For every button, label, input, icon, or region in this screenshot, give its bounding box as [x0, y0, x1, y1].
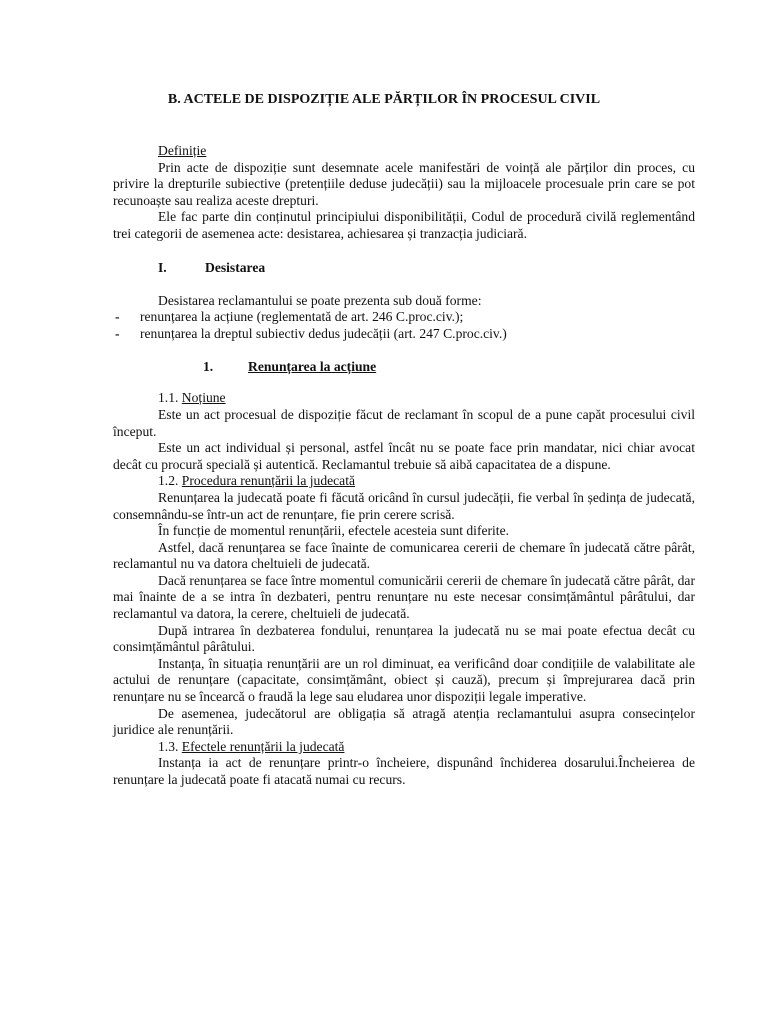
subsection-title: Renunțarea la acțiune: [248, 359, 377, 375]
procedura-heading: [158, 473, 695, 490]
section-heading-desistarea: [113, 260, 695, 277]
notiune-label: Noțiune: [181, 390, 226, 406]
notiune-paragraph-1: Este un act procesual de dispoziție făcut de reclamant în scopul de a pune capăt procesului civil început.: [113, 406, 695, 439]
notiune-paragraph-2: Este un act individual și personal, astfel încât nu se poate face prin mandatar, nici chiar avocat decât cu procură specială și autentică. Reclamantul trebuie să aibă capacitatea de a dispune.: [113, 440, 695, 472]
list-item: [113, 326, 695, 343]
subsection-number: 1.: [203, 359, 214, 375]
efectele-number: 1.3.: [158, 738, 179, 754]
procedura-paragraph-5: După intrarea în dezbaterea fondului, renunțarea la judecată nu se mai poate efectua decât cu consimțământul pârâtului.: [113, 622, 695, 655]
procedura-paragraph-6: Instanța, în situația renunțării are un rol diminuat, ea verificând doar condițiile de valabilitate ale actului de renunțare (capacitate, consimțământ, obiect și cauză), precum și împrejurarea dacă prin renunțare nu se încearcă o fraudă la lege sau eludarea unor dispoziții legale imperative.: [113, 655, 695, 705]
subsection-heading-renuntarea: [113, 359, 695, 376]
procedura-paragraph-4: Dacă renunțarea se face între momentul comunicării cererii de chemare în judecată către pârât, dar mai înainte de a se intra în dezbateri, pentru renunțare nu este necesar consimțământul pârâtului, dar reclamantul va datora, la cerere, cheltuieli de judecată.: [113, 572, 695, 622]
list-item-text: renunțarea la acțiune (reglementată de art. 246 C.proc.civ.);: [140, 309, 464, 325]
efectele-label: Efectele renunțării la judecată: [181, 738, 345, 754]
bullet-dash: -: [115, 309, 120, 325]
notiune-number: 1.1.: [158, 390, 179, 406]
procedura-label: Procedura renunțării la judecată: [181, 473, 356, 489]
definition-heading: Definiție: [158, 143, 207, 158]
procedura-number: 1.2.: [158, 473, 179, 489]
bullet-dash: -: [115, 325, 120, 341]
desistarea-intro: Desistarea reclamantului se poate prezenta sub două forme:: [158, 292, 482, 308]
procedura-paragraph-7: De asemenea, judecătorul are obligația să atragă atenția reclamantului asupra consecințelor juridice ale renunțării.: [113, 705, 695, 738]
document-body: [113, 143, 695, 789]
efectele-heading: [158, 739, 695, 756]
procedura-paragraph-2: În funcție de momentul renunțării, efectele acesteia sunt diferite.: [158, 523, 510, 539]
procedura-paragraph-3: Astfel, dacă renunțarea se face înainte de comunicarea cererii de chemare în judecată către pârât, reclamantul nu va datora cheltuieli de judecată.: [113, 539, 695, 572]
section-number: I.: [158, 259, 167, 275]
list-item-text: renunțarea la dreptul subiectiv dedus judecății (art. 247 C.proc.civ.): [140, 325, 507, 341]
section-title: Desistarea: [205, 259, 266, 275]
definition-paragraph-2: Ele fac parte din conținutul principiului disponibilității, Codul de procedură civilă reglementând trei categorii de asemenea acte: desistarea, achiesarea și tranzacția judiciară.: [113, 209, 695, 241]
list-item: [113, 309, 695, 326]
notiune-heading: [158, 390, 695, 407]
definition-paragraph-1: Prin acte de dispoziție sunt desemnate acele manifestări de voință ale părților din proces, cu privire la drepturile subiective (pretențiile deduse judecății) sau la mijloacele procesuale prin care se pot recunoaște sau realiza aceste drepturi.: [113, 159, 695, 208]
efectele-paragraph-1: Instanța ia act de renunțare printr-o încheiere, dispunând închiderea dosarului.Încheierea de renunțare la judecată poate fi atacată numai cu recurs.: [113, 755, 695, 787]
document-title: B. ACTELE DE DISPOZIȚIE ALE PĂRȚILOR ÎN PROCESUL CIVIL: [167, 92, 601, 107]
procedura-paragraph-1: Renunțarea la judecată poate fi făcută oricând în cursul judecății, fie verbal în ședința de judecată, consemnându-se într-un act de renunțare, fie prin cerere scrisă.: [113, 489, 695, 522]
